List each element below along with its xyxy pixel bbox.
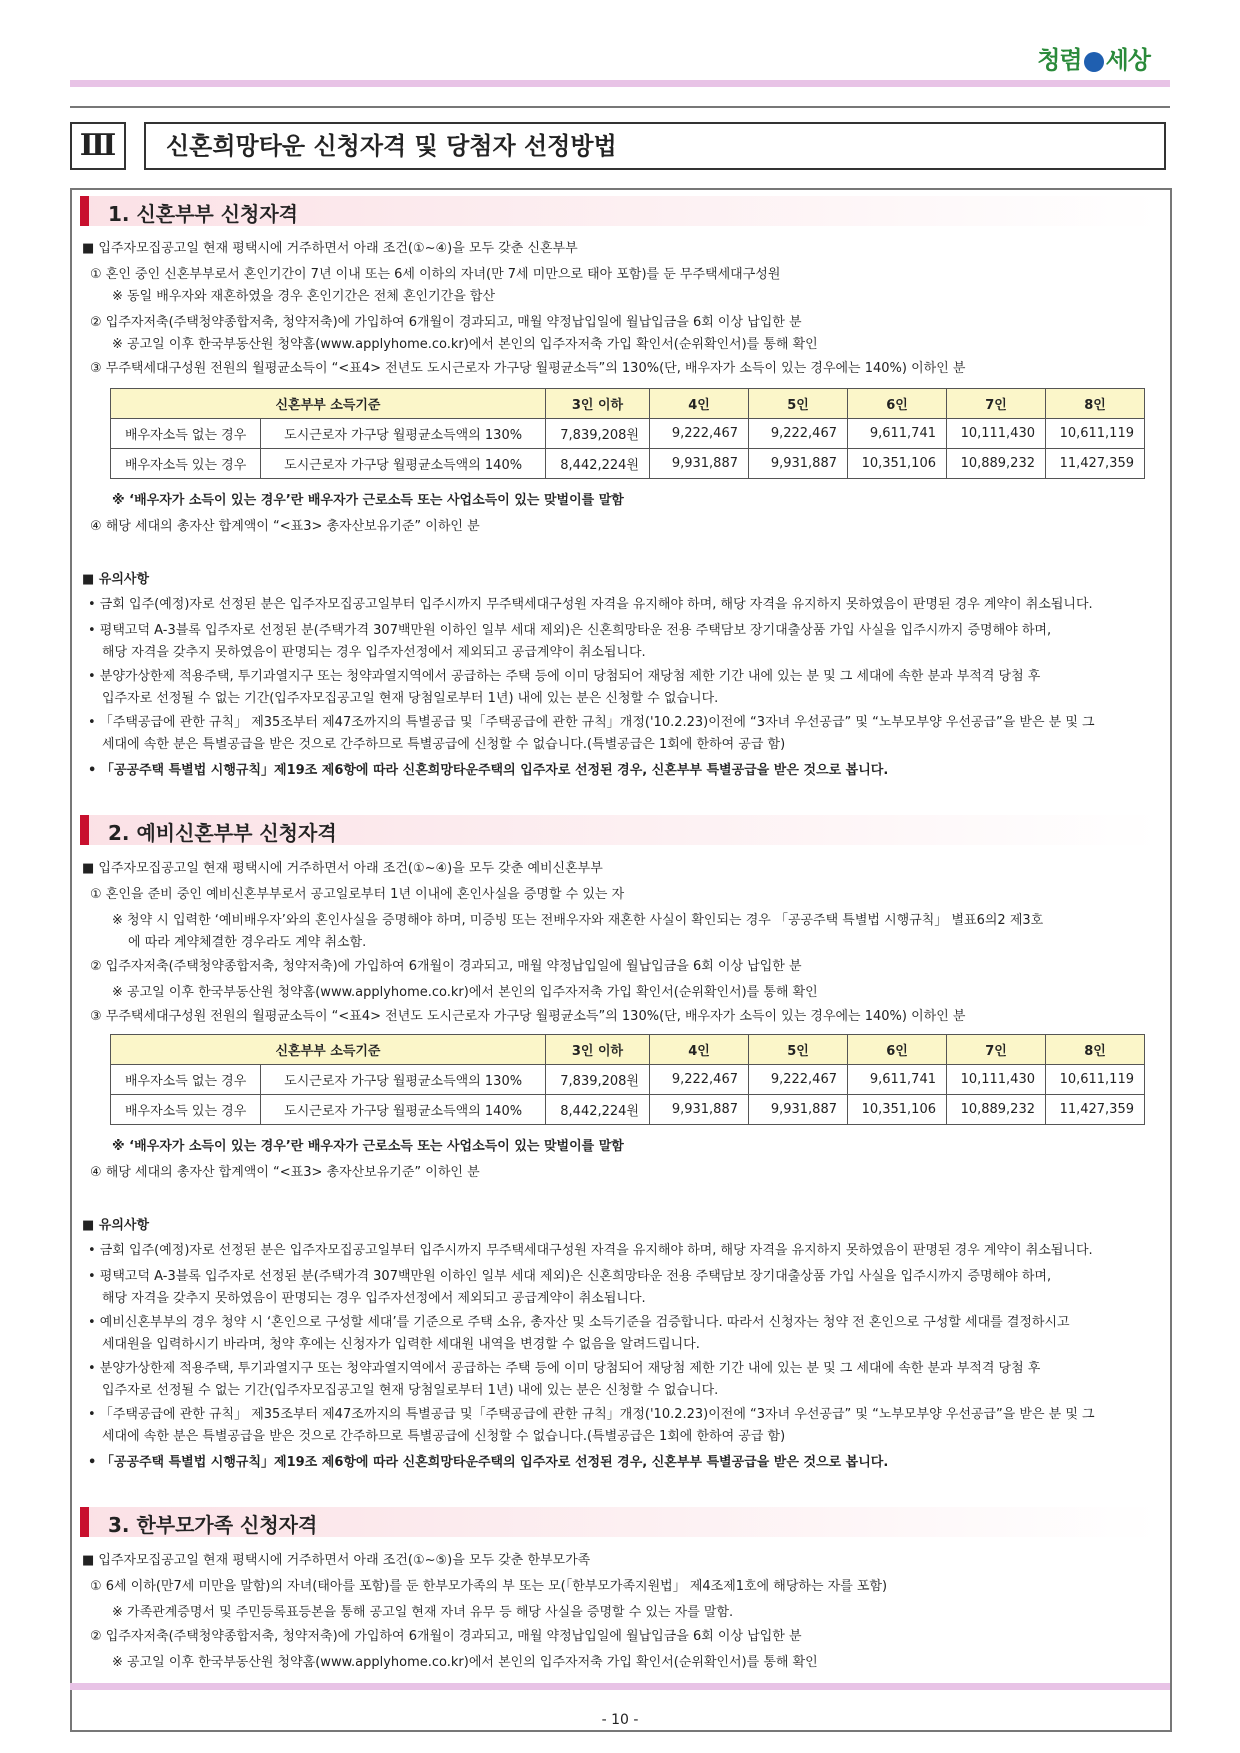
table-cell: 10,351,106	[848, 1095, 947, 1125]
table-cell: 9,222,467	[749, 1065, 848, 1095]
s2-cond-2: ② 입주자저축(주택청약종합저축, 청약저축)에 가입하여 6개월이 경과되고, 매월 약정납입일에 월납입금을 6회 이상 납입한 분	[90, 959, 802, 974]
s1-cond-2-note: ※ 공고일 이후 한국부동산원 청약홈(www.applyhome.co.kr)에서 본인의 입주자저축 가입 확인서(순위확인서)를 통해 확인	[112, 337, 818, 352]
table-cell: 10,111,430	[947, 1065, 1046, 1095]
s2-note-5b: 세대에 속한 분은 특별공급을 받은 것으로 간주하므로 특별공급에 신청할 수 없습니다.(특별공급은 1회에 한하여 공급 함)	[102, 1429, 786, 1444]
s2-cond-3: ③ 무주택세대구성원 전원의 월평균소득이 “<표4> 전년도 도시근로자 가구당 월평균소득”의 130%(단, 배우자가 소득이 있는 경우에는 140%) 이하인 분	[90, 1009, 966, 1024]
table-cell: 9,931,887	[749, 449, 848, 479]
table-header-cell: 4인	[650, 1035, 749, 1065]
table-cell: 10,611,119	[1046, 419, 1145, 449]
table-cell: 도시근로자 가구당 월평균소득액의 140%	[261, 1095, 546, 1125]
logo	[1037, 40, 1150, 75]
table-header-cell: 신혼부부 소득기준	[111, 1035, 546, 1065]
chapter-header	[70, 122, 1170, 170]
s2-note-2b: 해당 자격을 갖추지 못하였음이 판명되는 경우 입주자선정에서 제외되고 공급계약이 취소됩니다.	[102, 1291, 646, 1306]
s2-note-3a: • 예비신혼부부의 경우 청약 시 ‘혼인으로 구성할 세대’를 기준으로 주택 소유, 총자산 및 소득기준을 검증합니다. 따라서 신청자는 청약 전 혼인으로 구성할 세대를 결정하시고	[88, 1315, 1070, 1330]
table-cell: 9,931,887	[650, 1095, 749, 1125]
s2-note-5a: • 「주택공급에 관한 규칙」 제35조부터 제47조까지의 특별공급 및「주택공급에 관한 규칙」개정('10.2.23)이전에 “3자녀 우선공급” 및 “노부모부양 우선공급”을 받은 분 및 그	[88, 1407, 1095, 1422]
table-cell: 7,839,208원	[546, 1065, 650, 1095]
table-header-cell: 7인	[947, 389, 1046, 419]
s1-table-note: ※ ‘배우자가 소득이 있는 경우’란 배우자가 근로소득 또는 사업소득이 있는 맞벌이를 말함	[112, 493, 624, 508]
table-cell: 10,351,106	[848, 449, 947, 479]
s3-cond-1-note: ※ 가족관계증명서 및 주민등록표등본을 통해 공고일 현재 자녀 유무 등 해당 사실을 증명할 수 있는 자를 말함.	[112, 1605, 734, 1620]
section-marker	[80, 1507, 89, 1537]
s2-cond-1-note-a: ※ 청약 시 입력한 ‘예비배우자’와의 혼인사실을 증명해야 하며, 미증빙 또는 전배우자와 재혼한 사실이 확인되는 경우 「공공주택 특별법 시행규칙」 별표6의2 제3호	[112, 913, 1044, 928]
table-cell: 7,839,208원	[546, 419, 650, 449]
s3-cond-2-note: ※ 공고일 이후 한국부동산원 청약홈(www.applyhome.co.kr)에서 본인의 입주자저축 가입 확인서(순위확인서)를 통해 확인	[112, 1655, 818, 1670]
s2-cond-4: ④ 해당 세대의 총자산 합계액이 “<표3> 총자산보유기준” 이하인 분	[90, 1165, 480, 1180]
s2-income-table	[110, 1034, 1145, 1125]
table-cell: 10,611,119	[1046, 1065, 1145, 1095]
table-header-row	[111, 1035, 1145, 1065]
s1-note-4a: • 「주택공급에 관한 규칙」 제35조부터 제47조까지의 특별공급 및「주택공급에 관한 규칙」개정('10.2.23)이전에 “3자녀 우선공급” 및 “노부모부양 우선공급”을 받은 분 및 그	[88, 715, 1095, 730]
s1-cond-2: ② 입주자저축(주택청약종합저축, 청약저축)에 가입하여 6개월이 경과되고, 매월 약정납입일에 월납입금을 6회 이상 납입한 분	[90, 315, 802, 330]
s2-intro: ■ 입주자모집공고일 현재 평택시에 거주하면서 아래 조건(①~④)을 모두 갖춘 예비신혼부부	[82, 861, 603, 876]
s1-note-4b: 세대에 속한 분은 특별공급을 받은 것으로 간주하므로 특별공급에 신청할 수 없습니다.(특별공급은 1회에 한하여 공급 함)	[102, 737, 786, 752]
s2-note-6: • 「공공주택 특별법 시행규칙」제19조 제6항에 따라 신혼희망타운주택의 입주자로 선정된 경우, 신혼부부 특별공급을 받은 것으로 봅니다.	[88, 1455, 889, 1470]
table-header-cell: 8인	[1046, 389, 1145, 419]
logo-text-left: 청렴	[1037, 45, 1082, 74]
s2-cond-2-note: ※ 공고일 이후 한국부동산원 청약홈(www.applyhome.co.kr)에서 본인의 입주자저축 가입 확인서(순위확인서)를 통해 확인	[112, 985, 818, 1000]
table-header-cell: 7인	[947, 1035, 1046, 1065]
table-header-cell: 3인 이하	[546, 1035, 650, 1065]
section-marker	[80, 815, 89, 845]
table-header-cell: 4인	[650, 389, 749, 419]
s1-notes-title: ■ 유의사항	[82, 572, 150, 587]
s1-cond-1-note: ※ 동일 배우자와 재혼하였을 경우 혼인기간은 전체 혼인기간을 합산	[112, 289, 496, 304]
table-cell: 10,889,232	[947, 449, 1046, 479]
s3-cond-1: ① 6세 이하(만7세 미만을 말함)의 자녀(태아를 포함)를 둔 한부모가족의 부 또는 모(「한부모가족지원법」 제4조제1호에 해당하는 자를 포함)	[90, 1579, 888, 1594]
page-number: - 10 -	[601, 1712, 639, 1728]
s2-table-note: ※ ‘배우자가 소득이 있는 경우’란 배우자가 근로소득 또는 사업소득이 있는 맞벌이를 말함	[112, 1139, 624, 1154]
table-cell: 11,427,359	[1046, 1095, 1145, 1125]
section-3-title: 3. 한부모가족 신청자격	[108, 1513, 318, 1537]
table-cell: 9,611,741	[848, 419, 947, 449]
table-cell: 배우자소득 있는 경우	[111, 449, 261, 479]
s2-note-4a: • 분양가상한제 적용주택, 투기과열지구 또는 청약과열지역에서 공급하는 주택 등에 이미 당첨되어 재당첨 제한 기간 내에 있는 분 및 그 세대에 속한 분과 부적격 당첨 후	[88, 1361, 1041, 1376]
section-marker	[80, 196, 89, 226]
s2-note-4b: 입주자로 선정될 수 없는 기간(입주자모집공고일 현재 당첨일로부터 1년) 내에 있는 분은 신청할 수 없습니다.	[102, 1383, 719, 1398]
s2-note-1: • 금회 입주(예정)자로 선정된 분은 입주자모집공고일부터 입주시까지 무주택세대구성원 자격을 유지해야 하며, 해당 자격을 유지하지 못하였음이 판명된 경우 계약이 취소됩니다.	[88, 1243, 1093, 1258]
s1-cond-1: ① 혼인 중인 신혼부부로서 혼인기간이 7년 이내 또는 6세 이하의 자녀(만 7세 미만으로 태아 포함)를 둔 무주택세대구성원	[90, 267, 781, 282]
table-header-row	[111, 389, 1145, 419]
s3-intro: ■ 입주자모집공고일 현재 평택시에 거주하면서 아래 조건(①~⑤)을 모두 갖춘 한부모가족	[82, 1553, 591, 1568]
table-cell: 도시근로자 가구당 월평균소득액의 130%	[261, 419, 546, 449]
s1-income-table	[110, 388, 1145, 479]
s1-cond-3: ③ 무주택세대구성원 전원의 월평균소득이 “<표4> 전년도 도시근로자 가구당 월평균소득”의 130%(단, 배우자가 소득이 있는 경우에는 140%) 이하인 분	[90, 361, 966, 376]
table-cell: 9,931,887	[749, 1095, 848, 1125]
table-cell: 배우자소득 없는 경우	[111, 419, 261, 449]
table-row	[111, 1065, 1145, 1095]
table-row	[111, 419, 1145, 449]
table-header-cell: 3인 이하	[546, 389, 650, 419]
s2-note-3b: 세대원을 입력하시기 바라며, 청약 후에는 신청자가 입력한 세대원 내역을 변경할 수 없음을 알려드립니다.	[102, 1337, 700, 1352]
table-cell: 9,611,741	[848, 1065, 947, 1095]
section-1-header	[80, 196, 1160, 226]
table-cell: 10,111,430	[947, 419, 1046, 449]
top-divider	[70, 80, 1170, 87]
s2-notes-title: ■ 유의사항	[82, 1218, 150, 1233]
table-cell: 도시근로자 가구당 월평균소득액의 130%	[261, 1065, 546, 1095]
bottom-divider	[70, 1683, 1170, 1690]
s1-note-3a: • 분양가상한제 적용주택, 투기과열지구 또는 청약과열지역에서 공급하는 주택 등에 이미 당첨되어 재당첨 제한 기간 내에 있는 분 및 그 세대에 속한 분과 부적격 당첨 후	[88, 669, 1041, 684]
chapter-title: 신혼희망타운 신청자격 및 당첨자 선정방법	[144, 122, 1166, 170]
table-cell: 배우자소득 있는 경우	[111, 1095, 261, 1125]
s1-note-5: • 「공공주택 특별법 시행규칙」제19조 제6항에 따라 신혼희망타운주택의 입주자로 선정된 경우, 신혼부부 특별공급을 받은 것으로 봅니다.	[88, 763, 889, 778]
s2-cond-1-note-b: 에 따라 계약체결한 경우라도 계약 취소함.	[128, 935, 367, 950]
table-cell: 10,889,232	[947, 1095, 1046, 1125]
table-row	[111, 1095, 1145, 1125]
table-header-cell: 5인	[749, 1035, 848, 1065]
s1-note-1: • 금회 입주(예정)자로 선정된 분은 입주자모집공고일부터 입주시까지 무주택세대구성원 자격을 유지해야 하며, 해당 자격을 유지하지 못하였음이 판명된 경우 계약이 취소됩니다.	[88, 597, 1093, 612]
table-header-cell: 6인	[848, 1035, 947, 1065]
table-cell: 9,931,887	[650, 449, 749, 479]
s1-note-2b: 해당 자격을 갖추지 못하였음이 판명되는 경우 입주자선정에서 제외되고 공급계약이 취소됩니다.	[102, 645, 646, 660]
table-cell: 9,222,467	[749, 419, 848, 449]
table-header-cell: 8인	[1046, 1035, 1145, 1065]
table-cell: 8,442,224원	[546, 449, 650, 479]
s2-note-2a: • 평택고덕 A-3블록 입주자로 선정된 분(주택가격 307백만원 이하인 일부 세대 제외)은 신혼희망타운 전용 주택담보 장기대출상품 가입 사실을 입주시까지 증명해야 하며,	[88, 1269, 1052, 1284]
table-row	[111, 449, 1145, 479]
section-3-header	[80, 1507, 1160, 1537]
table-header-cell: 신혼부부 소득기준	[111, 389, 546, 419]
table-cell: 11,427,359	[1046, 449, 1145, 479]
top-rule	[70, 106, 1170, 108]
logo-emblem-icon	[1084, 52, 1104, 72]
table-header-cell: 5인	[749, 389, 848, 419]
section-2-header	[80, 815, 1160, 845]
section-1-title: 1. 신혼부부 신청자격	[108, 202, 298, 226]
s2-cond-1: ① 혼인을 준비 중인 예비신혼부부로서 공고일로부터 1년 이내에 혼인사실을 증명할 수 있는 자	[90, 887, 625, 902]
table-cell: 배우자소득 없는 경우	[111, 1065, 261, 1095]
s1-note-2a: • 평택고덕 A-3블록 입주자로 선정된 분(주택가격 307백만원 이하인 일부 세대 제외)은 신혼희망타운 전용 주택담보 장기대출상품 가입 사실을 입주시까지 증명해야 하며,	[88, 623, 1052, 638]
s1-intro: ■ 입주자모집공고일 현재 평택시에 거주하면서 아래 조건(①~④)을 모두 갖춘 신혼부부	[82, 241, 578, 256]
section-2-title: 2. 예비신혼부부 신청자격	[108, 821, 337, 845]
s1-cond-4: ④ 해당 세대의 총자산 합계액이 “<표3> 총자산보유기준” 이하인 분	[90, 519, 480, 534]
s3-cond-2: ② 입주자저축(주택청약종합저축, 청약저축)에 가입하여 6개월이 경과되고, 매월 약정납입일에 월납입금을 6회 이상 납입한 분	[90, 1629, 802, 1644]
table-cell: 도시근로자 가구당 월평균소득액의 140%	[261, 449, 546, 479]
logo-text-right: 세상	[1105, 45, 1150, 74]
table-cell: 8,442,224원	[546, 1095, 650, 1125]
table-cell: 9,222,467	[650, 1065, 749, 1095]
table-header-cell: 6인	[848, 389, 947, 419]
s1-note-3b: 입주자로 선정될 수 없는 기간(입주자모집공고일 현재 당첨일로부터 1년) 내에 있는 분은 신청할 수 없습니다.	[102, 691, 719, 706]
table-cell: 9,222,467	[650, 419, 749, 449]
chapter-number: Ⅲ	[70, 122, 126, 170]
